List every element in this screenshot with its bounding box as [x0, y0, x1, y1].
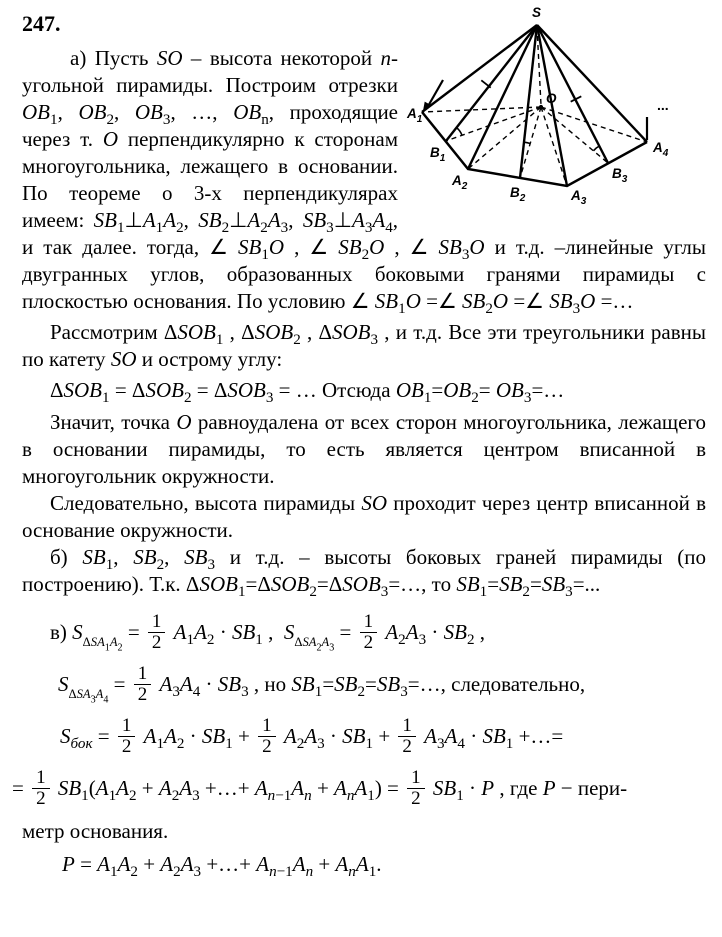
label-a1: $A_1$: [407, 106, 423, 125]
edge-s-b2: [520, 25, 537, 178]
paragraph-b: б) $SB_1$, $SB_2$, $SB_3$ и т.д. – высоты боковых граней пирамиды (по построению). Т.к. $\Delta SOB_1=\Delta SOB_2=\Delta SOB_3=\dots$, то $SB_1=SB_2=SB_3=$...: [22, 545, 706, 601]
problem-number: 247.: [22, 11, 61, 36]
formula-areas-1: в) $S_{\Delta SA_1A_2}$ = $\frac{1}{2}$ $A_1A_2 \cdot SB_1$ , $S_{\Delta SA_2A_3}$ = $\frac{1}{2}$ $A_2A_3 \cdot SB_2$ ,: [50, 610, 486, 654]
label-ellipsis: ...: [657, 97, 669, 113]
o-a1-line: [422, 107, 541, 112]
pyramid-figure: [406, 4, 706, 206]
paragraph-perimeter-tail: метр основания.: [22, 819, 169, 843]
label-a4: $A_4$: [653, 140, 669, 159]
paragraph-height-through-center: Следовательно, высота пирамиды SO проходит через центр вписанной в основание окружности.: [22, 491, 706, 542]
edge-s-a4: [537, 25, 647, 142]
formula-lateral-surface-cont: = $\frac{1}{2}$ $SB_1(A_1A_2 + A_2A_3$ +…+ $A_{n-1}A_n + A_nA_1$) = $\frac{1}{2}$ $SB_1 \cdot P$ , где P − пери-: [12, 766, 628, 809]
formula-triangles-equal: $\Delta SOB_1 = \Delta SOB_2 = \Delta SOB_3$ = … Отсюда $OB_1=OB_2=$ $OB_3=\dots$: [50, 378, 565, 407]
label-o: O: [546, 91, 557, 106]
angle-arc-b1: [457, 128, 463, 136]
formula-areas-2: $S_{\Delta SA_3A_4}$ = $\frac{1}{2}$ $A_3A_4 \cdot SB_3$ , но $SB_1=SB_2=SB_3=\dots$, следовательно,: [58, 662, 586, 706]
o-b3-line: [541, 107, 608, 163]
arrow-shaft-a1: [427, 80, 443, 108]
point-o-dot: [539, 105, 543, 109]
paragraph-incenter: Значит, точка O равноудалена от всех сторон многоугольника, лежащего в основании пирамиды, то есть является центром вписанной в многоугольник окружности.: [22, 410, 706, 488]
label-a2: $A_2$: [452, 173, 468, 192]
label-s: S: [532, 5, 542, 20]
pyramid-drawing: [406, 4, 706, 206]
o-a2-line: [468, 107, 541, 169]
paragraph-a: а) Пусть SO – высота некоторой n-угольной пирамиды. Построим отрезки $OB_1$, $OB_2$, $OB_3$, …, $OB_n$, проходящие через т. O перпендикулярно к сторонам многоугольника, лежащего в основании. По теореме о 3-х перпендикулярах имеем: $SB_1\perp A_1A_2$, $SB_2\perp A_2A_3$, $SB_3\perp A_3A_4$, и так далее. тогда, ∠ $SB_1O$ , ∠ $SB_2O$ , ∠ $SB_3O$ и т.д. –линейные углы двугранных углов, образованных боковыми гранями пирамиды с плоскостью основания. По условию ∠ $SB_1O$ =∠ $SB_2O$ =∠ $SB_3O$ =…: [22, 46, 707, 318]
label-a3: $A_3$: [571, 188, 587, 206]
paragraph-consider: Рассмотрим $\Delta SOB_1$ , $\Delta SOB_2$ , $\Delta SOB_3$ , и т.д. Все эти треугольники равны по катету SO и острому углу:: [22, 320, 706, 371]
formula-lateral-surface: $S_{бок}$ = $\frac{1}{2}$ $A_1A_2 \cdot SB_1$ + $\frac{1}{2}$ $A_2A_3 \cdot SB_1$ + $\frac{1}{2}$ $A_3A_4 \cdot SB_1$ +…=: [60, 714, 564, 757]
edge-s-a2: [468, 25, 537, 169]
label-b2: $B_2$: [510, 185, 526, 204]
label-b1: $B_1$: [430, 145, 446, 164]
angle-arc-b3: [593, 146, 599, 151]
formula-perimeter: $P = A_1A_2 + A_2A_3$ +…+ $A_{n-1}A_n + A_nA_1$.: [62, 852, 382, 881]
label-b3: $B_3$: [612, 166, 628, 185]
